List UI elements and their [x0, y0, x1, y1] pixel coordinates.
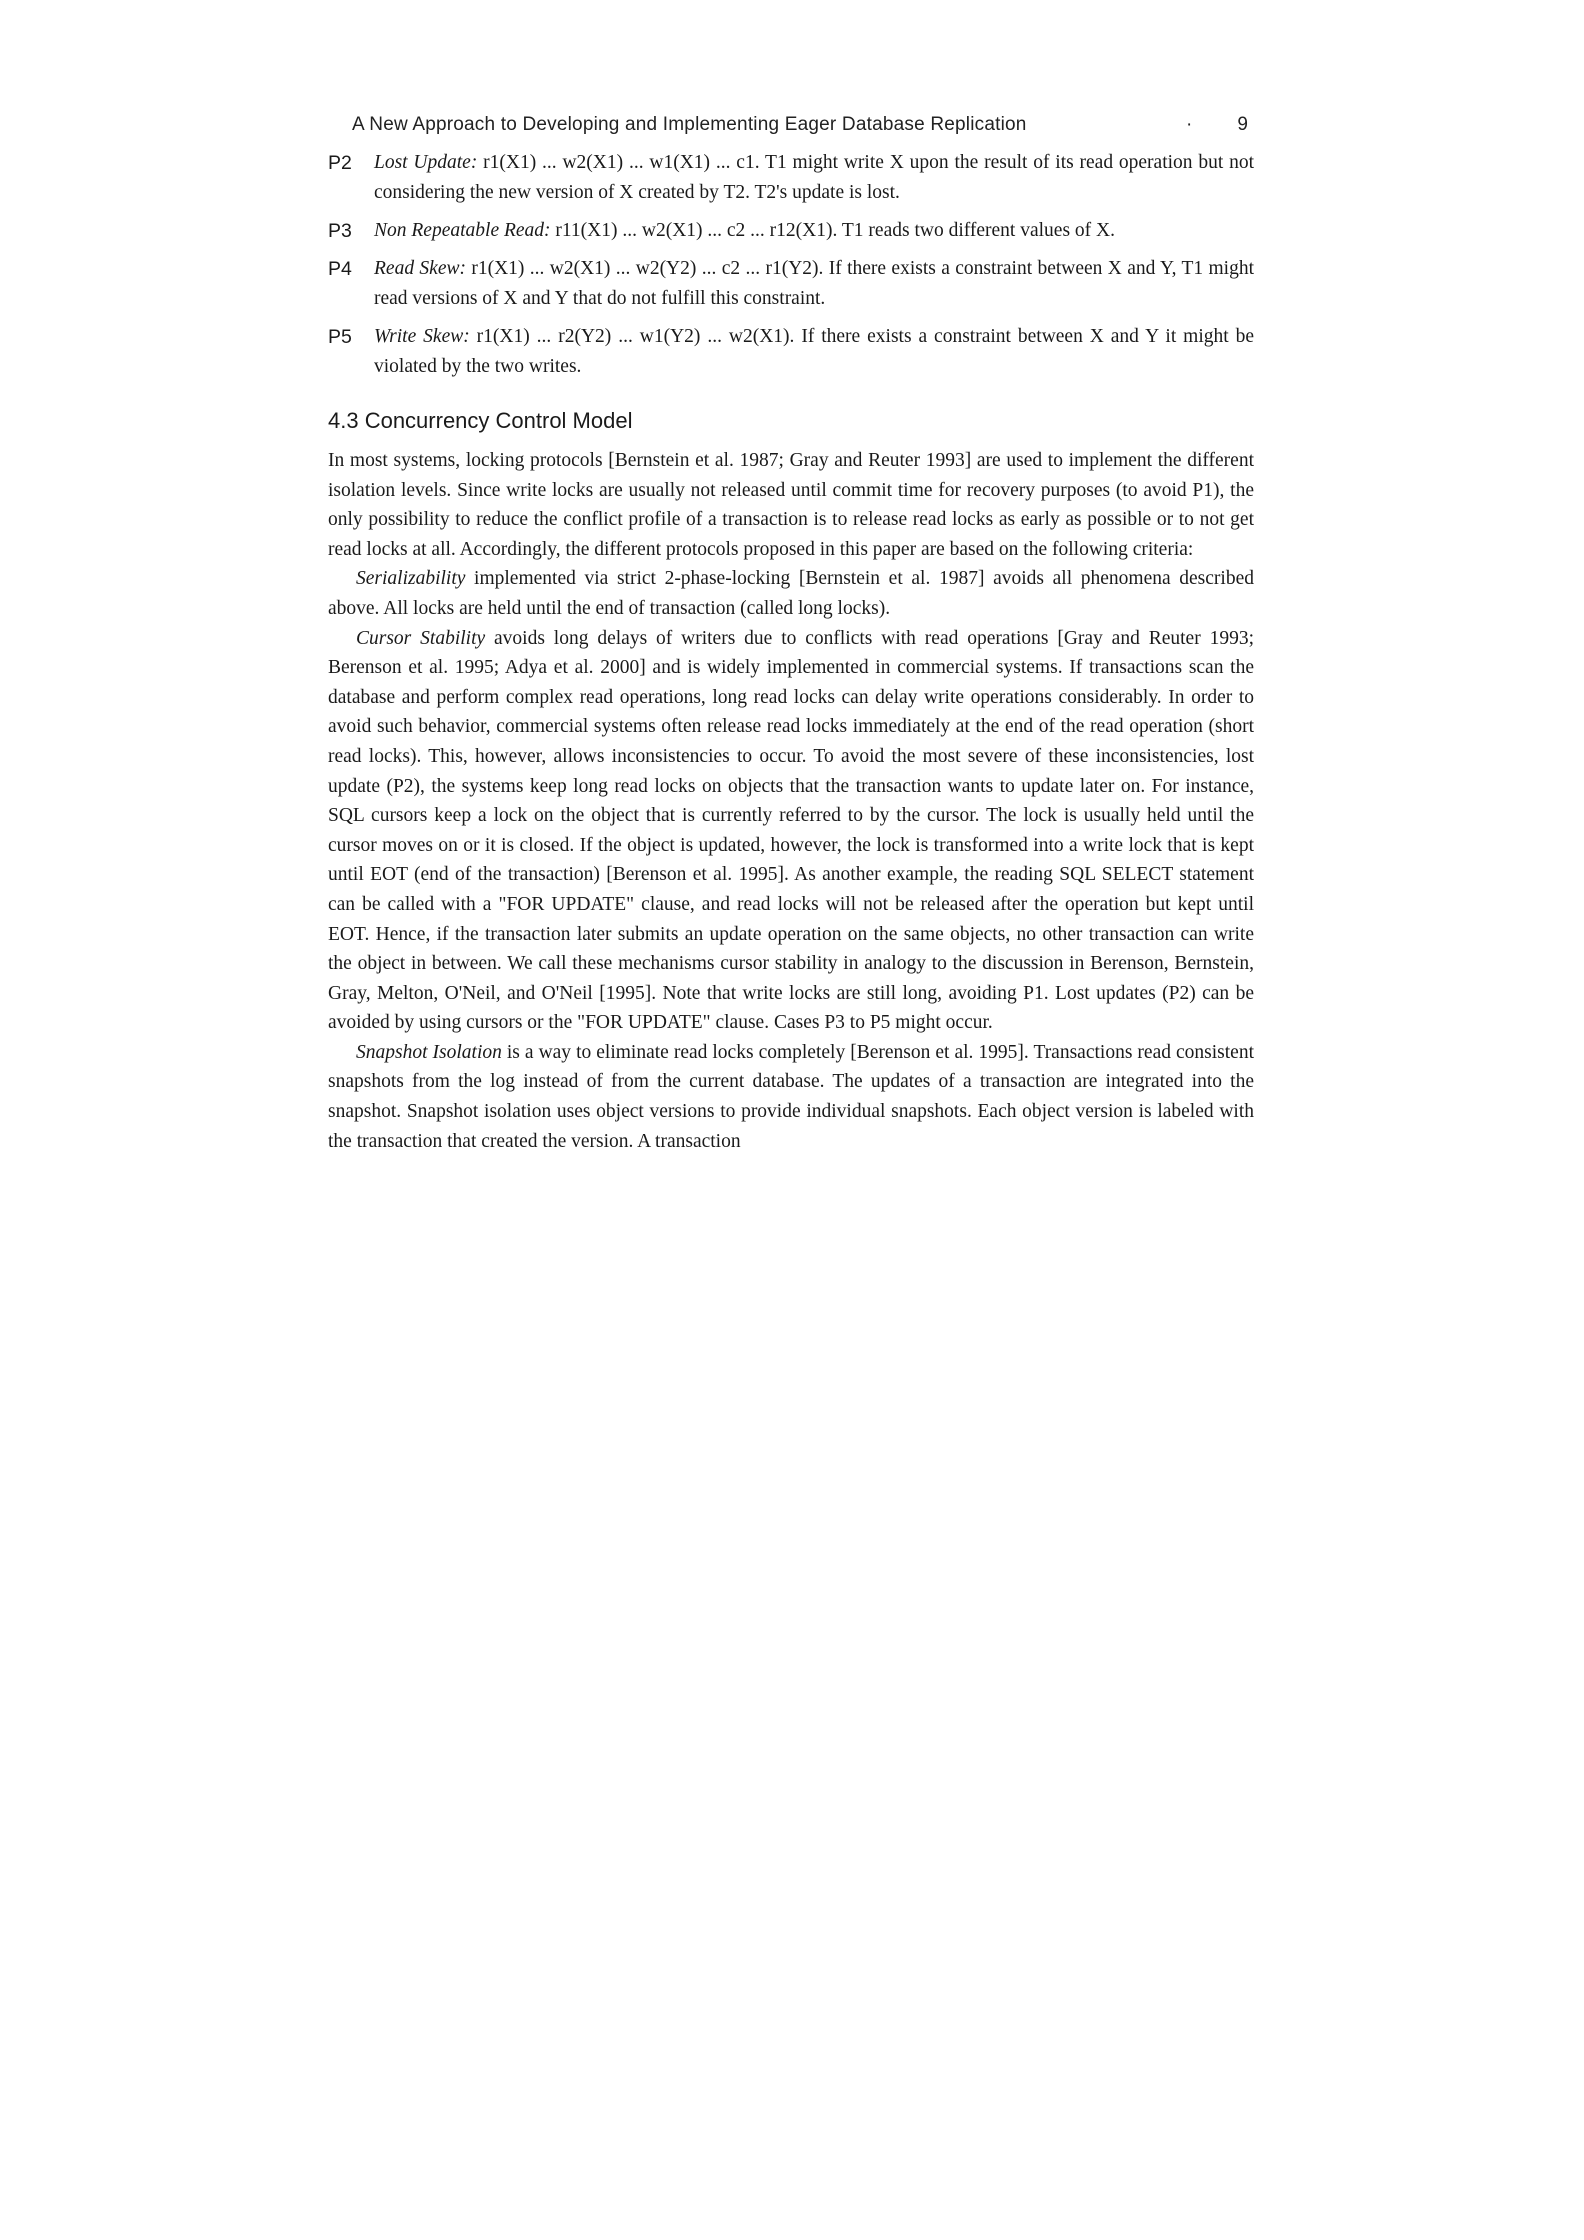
page-number: 9 — [1237, 114, 1248, 135]
running-head — [328, 108, 1254, 148]
phenomenon-label: P2 — [328, 152, 352, 174]
paper-page — [328, 108, 1254, 1156]
phenomenon-label: P5 — [328, 326, 352, 348]
paragraph-text: In most systems, locking protocols [Bernstein et al. 1987; Gray and Reuter 1993] are used to implement the different isolation levels. Since write locks are usually not released until commit time for recovery purposes (to avoid P1), the only possibility to reduce the conflict profile of a transaction is to release read locks as early as possible or to not get read locks at all. Accordingly, the different protocols proposed in this paper are based on the following criteria: — [328, 450, 1254, 560]
paragraph-text: is a way to eliminate read locks completely [Berenson et al. 1995]. Transactions read consistent snapshots from the log instead of from the current database. The updates of a transaction are integrated into the snapshot. Snapshot isolation uses object versions to provide individual snapshots. Each object version is labeled with the transaction that created the version. A transaction — [328, 1041, 1254, 1152]
phenomena-list — [328, 148, 1254, 382]
running-head-title: A New Approach to Developing and Implementing Eager Database Replication — [352, 114, 1027, 135]
phenomenon-text: r1(X1) ... w2(X1) ... w1(X1) ... c1. T1 might write X upon the result of its read operation but not considering the new version of X created by T2. T2's update is lost. — [374, 152, 1255, 203]
phenomenon-label: P4 — [328, 258, 352, 280]
term-serializability: Serializability — [356, 568, 466, 590]
phenomenon-p4 — [328, 254, 1254, 314]
phenomenon-name: Lost Update: — [374, 152, 478, 173]
term-cursor-stability: Cursor Stability — [356, 627, 486, 649]
phenomenon-text: r1(X1) ... w2(X1) ... w2(Y2) ... c2 ... r1(Y2). If there exists a constraint between X and Y, T1 might read versions of X and Y that do not fulfill this constraint. — [374, 258, 1254, 309]
body-paragraph — [328, 1038, 1254, 1156]
phenomenon-p5 — [328, 322, 1254, 382]
paragraph-text: avoids long delays of writers due to conflicts with read operations [Gray and Reuter 1993; Berenson et al. 1995; Adya et al. 2000] and is widely implemented in commercial systems. If transactions scan the database and perform complex read operations, long read locks can delay write operations considerably. In order to avoid such behavior, commercial systems often release read locks immediately at the end of the read operation (short read locks). This, however, allows inconsistencies to occur. To avoid the most severe of these inconsistencies, lost update (P2), the systems keep long read locks on objects that the transaction wants to update later on. For instance, SQL cursors keep a lock on the object that is currently referred to by the cursor. The lock is usually held until the cursor moves on or it is closed. If the object is updated, however, the lock is transformed into a write lock that is kept until EOT (end of the transaction) [Berenson et al. 1995]. As another example, the reading SQL SELECT statement can be called with a "FOR UPDATE" clause, and read locks will not be released after the operation but kept until EOT. Hence, if the transaction later submits an update operation on the same objects, no other transaction can write the object in between. We call these mechanisms cursor stability in analogy to the discussion in Berenson, Bernstein, Gray, Melton, O'Neil, and O'Neil [1995]. Note that write locks are still long, avoiding P1. Lost updates (P2) can be avoided by using cursors or the "FOR UPDATE" clause. Cases P3 to P5 might occur. — [328, 627, 1254, 1034]
body-paragraph — [328, 624, 1254, 1038]
phenomenon-name: Write Skew: — [374, 326, 470, 347]
phenomenon-name: Read Skew: — [374, 258, 466, 279]
phenomenon-text: r1(X1) ... r2(Y2) ... w1(Y2) ... w2(X1). If there exists a constraint between X and Y it might be violated by the two writes. — [374, 326, 1254, 377]
phenomenon-p2 — [328, 148, 1254, 208]
paragraph-text: implemented via strict 2-phase-locking [Bernstein et al. 1987] avoids all phenomena described above. All locks are held until the end of transaction (called long locks). — [328, 568, 1254, 619]
term-snapshot-isolation: Snapshot Isolation — [356, 1041, 502, 1063]
section-title: 4.3 Concurrency Control Model — [328, 408, 633, 433]
phenomenon-text: r11(X1) ... w2(X1) ... c2 ... r12(X1). T1 reads two different values of X. — [555, 220, 1115, 241]
running-head-separator: · — [1186, 114, 1193, 135]
body-paragraph — [328, 446, 1254, 564]
phenomenon-p3 — [328, 216, 1254, 246]
phenomenon-label: P3 — [328, 220, 352, 242]
body-paragraph — [328, 564, 1254, 623]
phenomenon-name: Non Repeatable Read: — [374, 220, 551, 241]
